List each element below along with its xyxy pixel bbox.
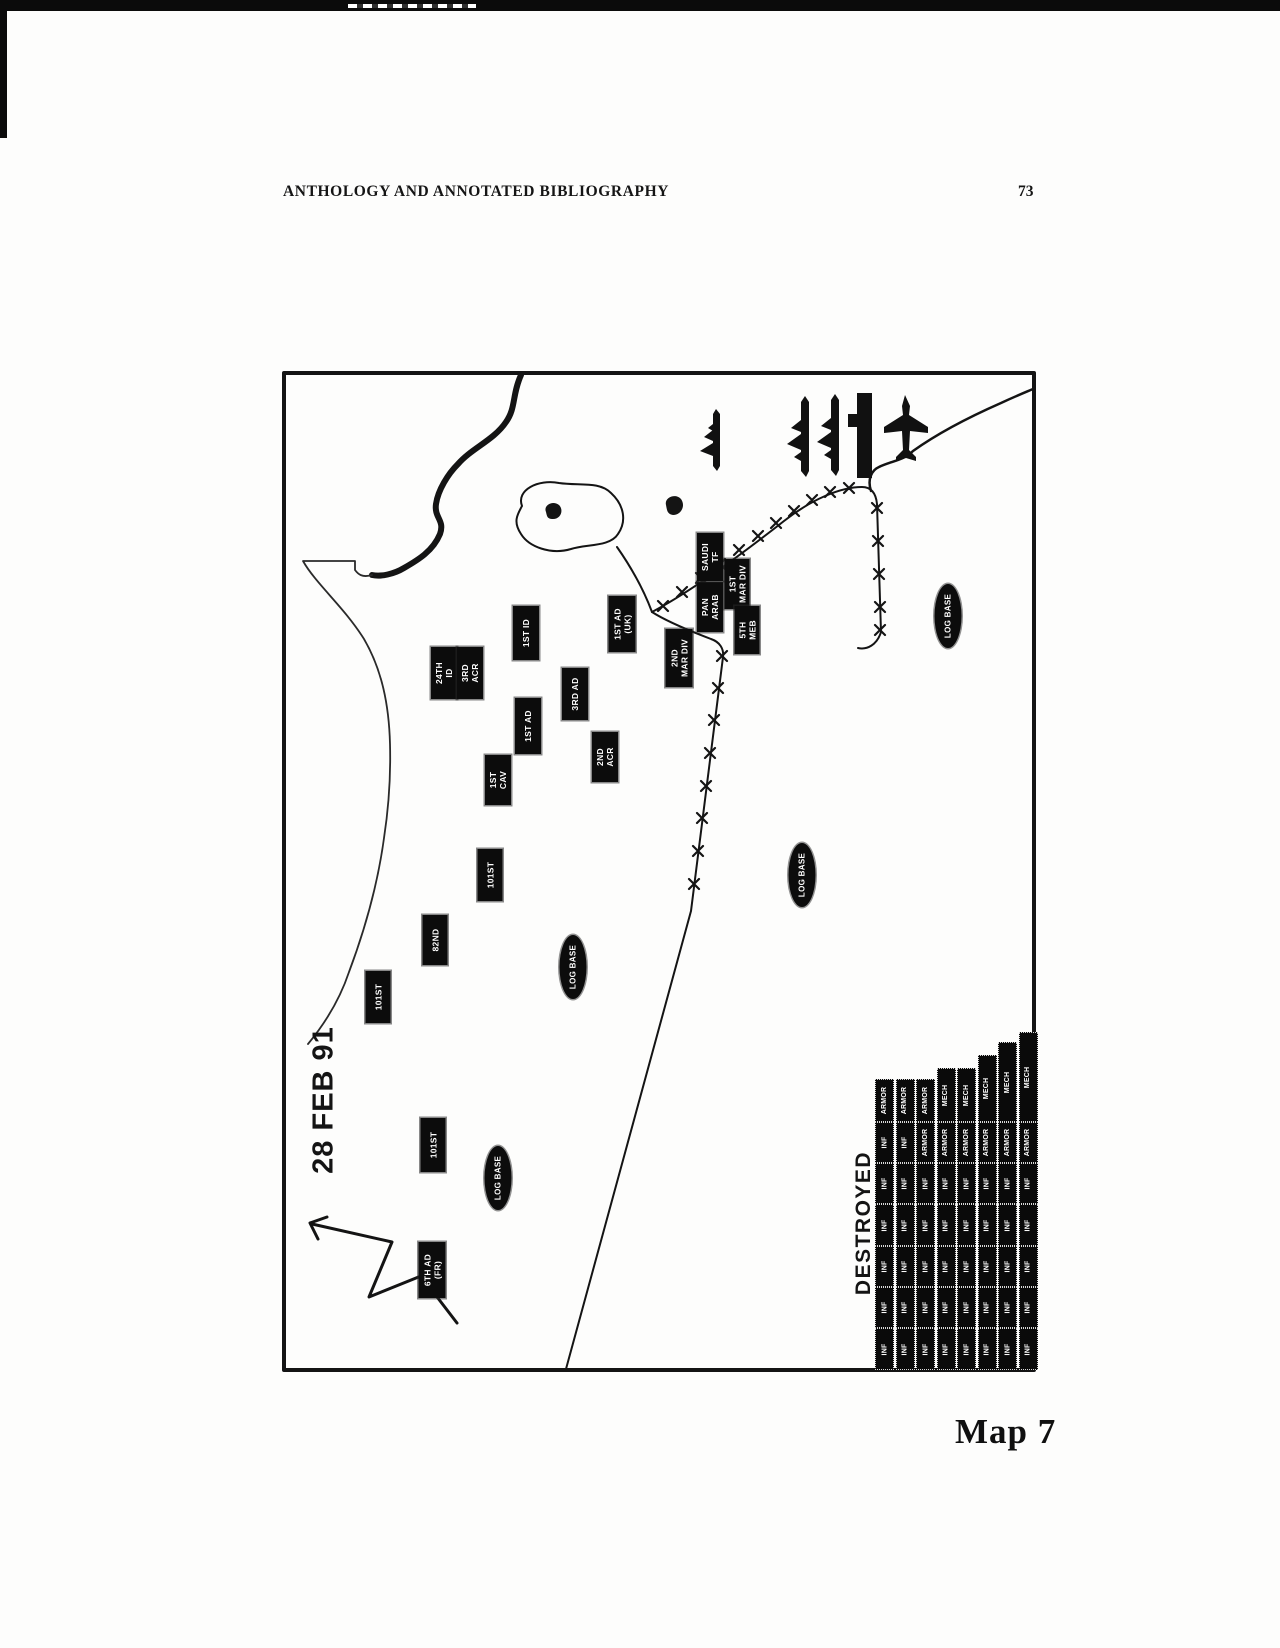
destroyed-cell: ARMOR: [957, 1122, 976, 1163]
front-line-x-marks: [689, 651, 727, 889]
coastal-islet: [666, 496, 683, 515]
destroyed-cell: INF: [875, 1204, 894, 1246]
destroyed-cell: INF: [896, 1287, 915, 1328]
unit-marker-101st-b: 101ST: [366, 971, 391, 1023]
destroyed-cell: INF: [1019, 1163, 1038, 1204]
destroyed-cell: MECH: [1019, 1032, 1038, 1122]
unit-marker-1st-ad-uk: 1ST AD (UK): [609, 596, 636, 652]
destroyed-cell: INF: [937, 1204, 956, 1246]
destroyed-cell: INF: [937, 1328, 956, 1370]
destroyed-cell: INF: [1019, 1246, 1038, 1287]
warship-icon: [700, 409, 720, 471]
river-line: [372, 375, 521, 576]
front-line-south: [566, 612, 723, 1369]
destroyed-cell: INF: [896, 1328, 915, 1370]
warship-icon: [787, 396, 809, 477]
destroyed-cell: ARMOR: [937, 1122, 956, 1163]
destroyed-title: DESTROYED: [852, 1150, 875, 1296]
destroyed-cell: MECH: [957, 1068, 976, 1122]
destroyed-cell: INF: [957, 1246, 976, 1287]
map-caption: Map 7: [955, 1412, 1057, 1451]
page-header: ANTHOLOGY AND ANNOTATED BIBLIOGRAPHY: [283, 183, 670, 200]
unit-marker-3rd-acr: 3RD ACR: [457, 647, 483, 699]
unit-marker-2nd-acr: 2ND ACR: [592, 732, 618, 782]
aircraft-carrier-icon: [848, 393, 872, 478]
unit-marker-1st-mar-div: 1ST MAR DIV: [725, 559, 750, 609]
lake-island: [545, 503, 561, 519]
destroyed-cell: INF: [896, 1246, 915, 1287]
fighter-jet-icon: [884, 395, 928, 461]
destroyed-cell: INF: [1019, 1328, 1038, 1370]
destroyed-cell: INF: [875, 1328, 894, 1370]
unit-marker-6th-ad-fr: 6TH AD (FR): [419, 1242, 446, 1298]
log-base-marker: LOG BASE: [485, 1146, 512, 1210]
destroyed-cell: ARMOR: [916, 1079, 935, 1122]
destroyed-cell: INF: [998, 1246, 1017, 1287]
destroyed-cell: INF: [998, 1204, 1017, 1246]
scan-artifact-dashes: [348, 4, 476, 8]
unit-marker-101st-a: 101ST: [478, 849, 503, 901]
unit-marker-1st-cav: 1ST CAV: [485, 755, 511, 805]
destroyed-cell: MECH: [978, 1055, 997, 1122]
warship-icon: [817, 394, 839, 476]
destroyed-cell: ARMOR: [978, 1122, 997, 1163]
destroyed-cell: ARMOR: [916, 1122, 935, 1163]
destroyed-cell: INF: [916, 1287, 935, 1328]
coastline: [870, 389, 1033, 491]
map-date-label: 28 FEB 91: [307, 1026, 340, 1174]
unit-marker-3rd-ad: 3RD AD: [562, 668, 588, 720]
destroyed-cell: INF: [916, 1328, 935, 1370]
unit-marker-1st-ad: 1ST AD: [515, 698, 541, 754]
destroyed-cell: INF: [1019, 1204, 1038, 1246]
destroyed-cell: INF: [978, 1246, 997, 1287]
destroyed-cell: INF: [875, 1287, 894, 1328]
destroyed-cell: INF: [896, 1122, 915, 1163]
destroyed-cell: INF: [896, 1163, 915, 1204]
unit-marker-1st-id: 1ST ID: [513, 606, 539, 660]
destroyed-cell: INF: [916, 1246, 935, 1287]
unit-marker-2nd-mar-div: 2ND MAR DIV: [666, 629, 693, 687]
destroyed-cell: INF: [937, 1287, 956, 1328]
destroyed-cell: INF: [957, 1328, 976, 1370]
destroyed-cell: MECH: [937, 1068, 956, 1122]
scan-artifact-top-bar: [0, 0, 1280, 11]
unit-marker-saudi-tf: SAUDI TF: [697, 533, 723, 581]
unit-marker-24th-id: 24TH ID: [431, 647, 457, 699]
destroyed-cell: INF: [875, 1163, 894, 1204]
destroyed-cell: INF: [978, 1328, 997, 1370]
destroyed-cell: INF: [937, 1163, 956, 1204]
destroyed-cell: INF: [978, 1287, 997, 1328]
destroyed-cell: INF: [998, 1163, 1017, 1204]
unit-marker-82nd: 82ND: [423, 915, 448, 965]
destroyed-cell: ARMOR: [896, 1079, 915, 1122]
destroyed-cell: INF: [875, 1246, 894, 1287]
unit-marker-5th-meb: 5TH MEB: [735, 606, 760, 654]
destroyed-cell: ARMOR: [875, 1079, 894, 1122]
front-line-north: [652, 487, 881, 648]
destroyed-cell: INF: [1019, 1287, 1038, 1328]
destroyed-cell: INF: [957, 1204, 976, 1246]
unit-marker-101st-c: 101ST: [421, 1118, 446, 1172]
front-line-x-marks: [658, 483, 885, 635]
destroyed-cell: INF: [937, 1246, 956, 1287]
attack-arrow-head: [310, 1217, 327, 1239]
destroyed-cell: INF: [896, 1204, 915, 1246]
log-base-marker: LOG BASE: [789, 843, 816, 907]
page-number: 73: [1018, 183, 1034, 200]
log-base-marker: LOG BASE: [560, 935, 587, 999]
destroyed-cell: INF: [998, 1287, 1017, 1328]
destroyed-cell: ARMOR: [1019, 1122, 1038, 1163]
scan-artifact-left-bar: [0, 0, 7, 138]
destroyed-cell: INF: [875, 1122, 894, 1163]
destroyed-cell: ARMOR: [998, 1122, 1017, 1163]
unit-marker-pan-arab: PAN ARAB: [697, 582, 723, 632]
destroyed-cell: INF: [916, 1204, 935, 1246]
destroyed-cell: INF: [957, 1287, 976, 1328]
destroyed-cell: MECH: [998, 1042, 1017, 1122]
log-base-marker: LOG BASE: [935, 584, 962, 648]
destroyed-cell: INF: [957, 1163, 976, 1204]
destroyed-cell: INF: [916, 1163, 935, 1204]
lake-outline: [516, 482, 623, 551]
destroyed-cell: INF: [978, 1163, 997, 1204]
destroyed-cell: INF: [978, 1204, 997, 1246]
destroyed-cell: INF: [998, 1328, 1017, 1370]
